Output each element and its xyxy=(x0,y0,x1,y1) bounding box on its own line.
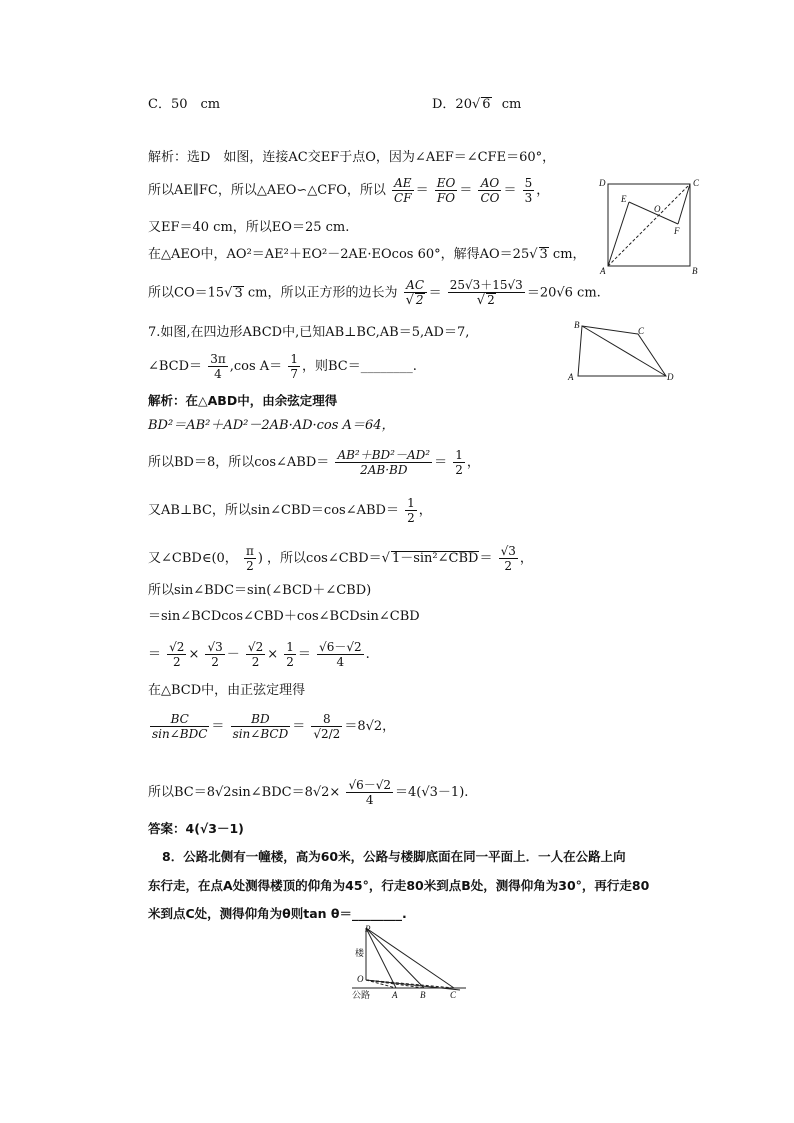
svg-text:D: D xyxy=(599,178,606,188)
q7-s10: $\frac{BC}{\text{sin∠BDC}}$ ＝ $\frac{BD}{\text{sin∠BCD}}$ ＝ $\frac{8}{√2/2}$ ＝8√2， xyxy=(152,712,396,741)
q6-line1: 解析：选D 如图，连接AC交EF于点O，因为∠AEF＝∠CFE＝60°， xyxy=(148,150,556,165)
q7-s11: 所以BC＝8√2sin∠BDC＝8√2× $\frac{√6-√2}{4}$ ＝4(√3－1). xyxy=(148,778,469,807)
svg-text:C: C xyxy=(693,178,700,188)
svg-text:D: D xyxy=(667,372,674,382)
q7-s1: 解析：在△ABD中，由余弦定理得 xyxy=(148,393,338,408)
svg-text:楼: 楼 xyxy=(355,949,365,959)
q6-line2: 所以AE∥FC，所以△AEO∽△CFO，所以 $\frac{AE}{CF}$ ＝ $\frac{EO}{FO}$ ＝ $\frac{AO}{CO}$ ＝ $\frac{5}{3}$ ， xyxy=(148,176,550,205)
square-figure xyxy=(596,174,706,276)
q7-s4: 又AB⊥BC，所以sin∠CBD＝cos∠ABD＝ $\frac{1}{2}$ ， xyxy=(148,496,432,525)
svg-text:公路: 公路 xyxy=(352,991,371,1001)
svg-text:B: B xyxy=(420,990,426,1000)
q7-answer: 答案：4(√3－1) xyxy=(148,821,244,836)
q7-s7: ＝sin∠BCDcos∠CBD＋cos∠BCDsin∠CBD xyxy=(148,609,420,624)
q7-line1: 7.如图,在四边形ABCD中,已知AB⊥BC,AB＝5,AD＝7, xyxy=(148,325,470,340)
q8-line2: 东行走，在点A处测得楼顶的仰角为45°，行走80米到点B处，测得仰角为30°，再行走80 xyxy=(148,878,650,893)
q7-line2: ∠BCD＝ $\frac{3\pi}{4}$ ,cos A＝ $\frac{1}{7}$ ，则BC＝________. xyxy=(148,352,417,381)
q8-line3: 米到点C处，测得仰角为θ则tan θ＝________. xyxy=(148,906,407,921)
q6-line3: 又EF＝40 cm，所以EO＝25 cm. xyxy=(148,220,350,235)
svg-text:A: A xyxy=(392,990,398,1000)
building-figure xyxy=(352,922,472,1002)
svg-text:B: B xyxy=(692,266,698,276)
svg-text:C: C xyxy=(638,326,645,336)
option-d: D．20√ 6 cm xyxy=(432,97,522,112)
q7-s3: 所以BD＝8，所以cos∠ABD＝ $\frac{\text{AB²＋BD²－AD²}}{2AB\cdot BD}$ ＝ $\frac{1}{2}$ ， xyxy=(148,448,480,477)
svg-text:C: C xyxy=(450,990,457,1000)
q7-s6: 所以sin∠BDC＝sin(∠BCD＋∠CBD) xyxy=(148,583,372,598)
q6-line4: 在△AEO中，AO²＝AE²＋EO²－2AE·EOcos 60°，解得AO＝25√ 3 cm， xyxy=(148,247,586,262)
svg-text:B: B xyxy=(574,320,580,330)
svg-text:A: A xyxy=(600,266,606,276)
option-c: C．50 cm xyxy=(148,97,221,112)
q7-s2: BD²＝AB²＋AD²－2AB·AD·cos A＝64， xyxy=(148,418,395,433)
q8-line1: 8．公路北侧有一幢楼，高为60米，公路与楼脚底面在同一平面上．一人在公路上向 xyxy=(162,849,626,864)
q7-s5: 又∠CBD∈(0， $\frac{\pi}{2}$ ) ，所以cos∠CBD＝√ 1－sin²∠CBD＝ $\frac{√3}{2}$ ， xyxy=(148,544,533,573)
quadrilateral-figure xyxy=(566,318,682,384)
svg-text:A: A xyxy=(568,372,574,382)
q6-line5: 所以CO＝15√ 3 cm，所以正方形的边长为 $\frac{AC}{√ 2}$ ＝ $\frac{25√3+15√3}{√ 2}$ ＝20√6 cm. xyxy=(148,278,601,308)
svg-text:F: F xyxy=(674,226,680,236)
svg-text:O: O xyxy=(654,204,661,214)
q7-s9: 在△BCD中，由正弦定理得 xyxy=(148,683,306,698)
svg-text:E: E xyxy=(621,194,627,204)
svg-text:O: O xyxy=(357,974,364,984)
svg-text:P: P xyxy=(365,924,371,934)
q7-s8: ＝ $\frac{√2}{2}$ × $\frac{√3}{2}$ － $\frac{√2}{2}$ × $\frac{1}{2}$ ＝ $\frac{√6-√2}{4}$ . xyxy=(148,640,370,669)
